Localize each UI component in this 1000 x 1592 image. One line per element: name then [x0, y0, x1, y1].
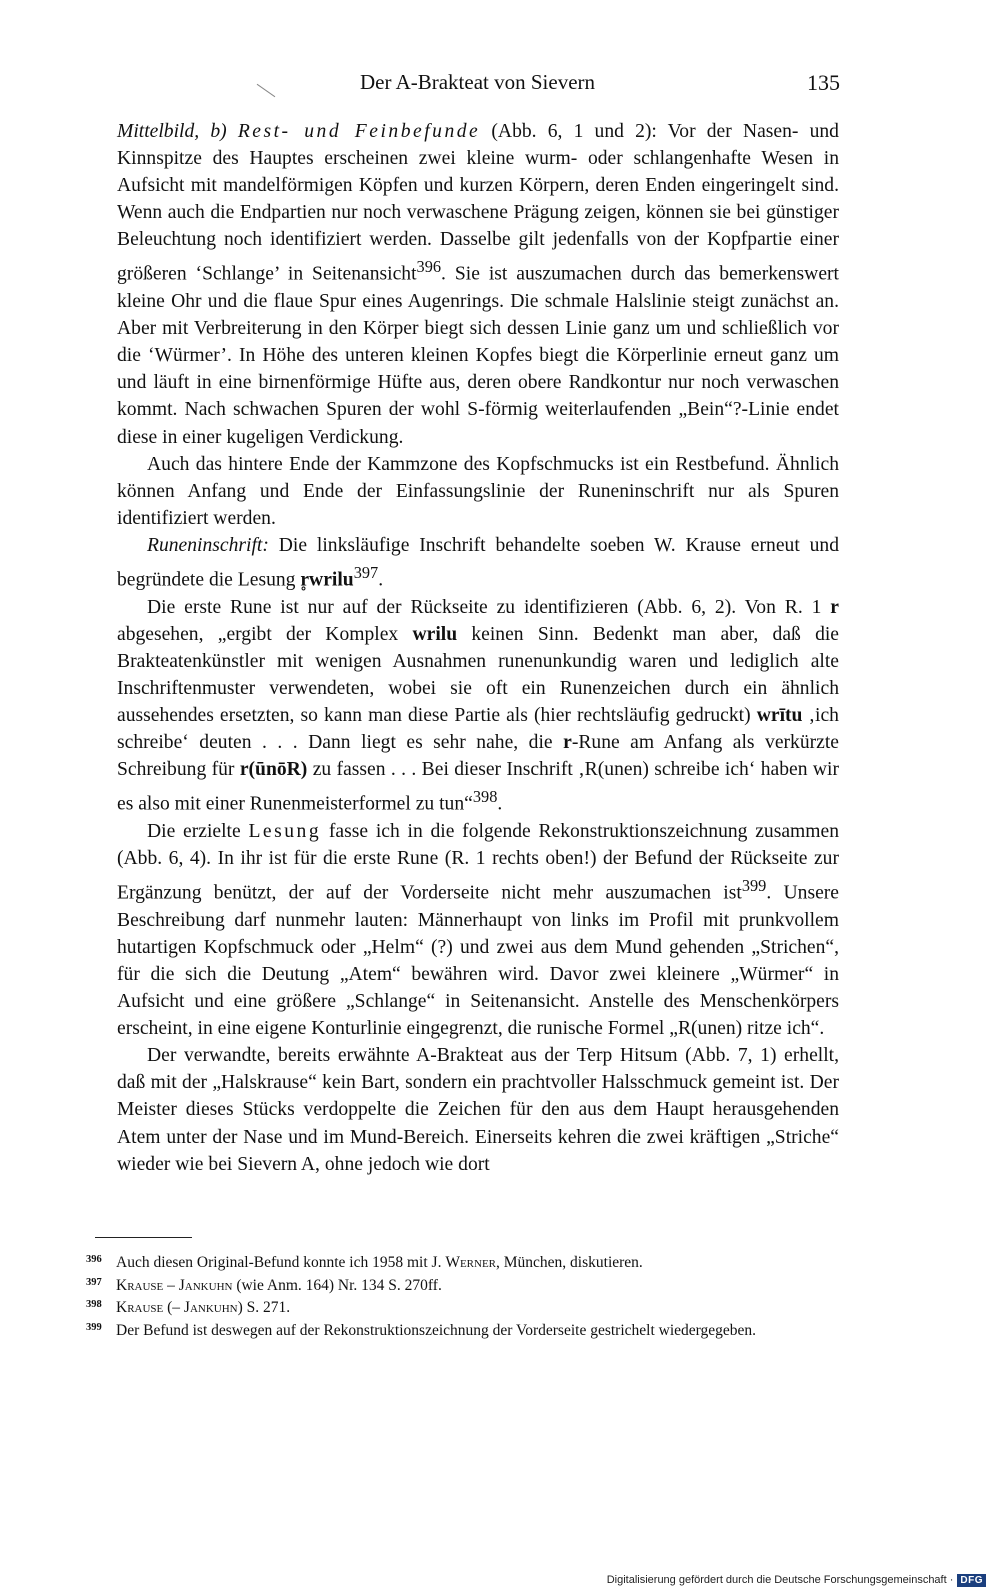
running-header	[320, 70, 840, 100]
paragraph-erste-rune	[117, 594, 839, 818]
author-name: Werner	[445, 1254, 497, 1271]
footnote-number: 397	[86, 1276, 102, 1288]
footnote-text: S. 271.	[242, 1299, 291, 1317]
footnote-number: 398	[86, 1299, 102, 1311]
footnote-ref-397[interactable]: 397	[353, 563, 379, 583]
running-title: Der A-Brakteat von Sievern	[360, 70, 596, 94]
footnotes	[86, 1252, 842, 1342]
paragraph-text: Die erste Rune ist nur auf der Rückseite zu identifizieren (Abb. 6, 2). Von R. 1	[147, 596, 831, 618]
spaced-term: Lesung	[248, 820, 322, 842]
rune-transliteration: r(ūnōR)	[239, 759, 308, 781]
body-text	[117, 118, 839, 1178]
footnote-398	[86, 1297, 842, 1320]
paragraph-text: fasse ich in die folgende Rekonstruktionszeichnung zusammen (Abb. 6, 4). In ihr ist für die erste Rune (R. 1 rechts oben!) der Befund der Rückseite zur Ergänzung benützt, der auf der Vorderseite nicht mehr auszumachen ist	[117, 820, 840, 904]
footnote-text: Auch diesen Original-Befund konnte ich 1958 mit J.	[116, 1254, 446, 1271]
page-number: 135	[807, 70, 840, 95]
footnote-399	[86, 1320, 842, 1343]
footnote-ref-398[interactable]: 398	[472, 787, 498, 807]
rune-transliteration: r	[563, 732, 572, 754]
paragraph-text: Die erzielte	[147, 820, 249, 842]
rune-transliteration: r	[830, 596, 839, 618]
paragraph-text: ‚ich schreibe‘ deuten . . . Dann liegt es sehr nahe, die	[117, 705, 839, 754]
funding-credit-text: Digitalisierung gefördert durch die Deutsche Forschungsgemeinschaft ·	[606, 1574, 954, 1586]
section-label: Mittelbild, b)	[117, 121, 238, 142]
section-label-spaced: Rest- und Feinbefunde	[237, 121, 481, 142]
funding-credit	[607, 1570, 986, 1590]
paragraph-rest-und-feinbefunde	[117, 118, 839, 451]
footnote-text: (wie Anm. 164) Nr. 134 S. 270ff.	[232, 1276, 442, 1294]
paragraph-kammzone: Auch das hintere Ende der Kammzone des Kopfschmucks ist ein Restbefund. Ähnlich können Anfang und Ende der Einfassungslinie der Runeninschrift nur als Spuren identifiziert werden.	[117, 453, 839, 529]
dfg-logo[interactable]: DFG	[957, 1574, 986, 1587]
paragraph-text: Die linksläufige Inschrift behandelte soeben W. Krause erneut und begründete die Lesung	[117, 534, 839, 591]
paragraph-text: abgesehen, „ergibt der Komplex	[117, 623, 413, 645]
paragraph-text: . Sie ist auszumachen durch das bemerkenswert kleine Ohr und die flaue Spur eines Augenrings. Die schmale Halslinie steigt zunächst an. Aber mit Verbreiterung in den Körper biegt sich dessen Linie ganz um und schließlich vor die ‘Würmer’. In Höhe des unteren kleinen Kopfes biegt die Körperlinie erneut ganz um und läuft in eine birnenförmige Hüfte aus, deren obere Randkontur nur noch verwaschen kommt. Nach schwachen Spuren der wohl S-förmig weiterlaufenden „Bein“?-Linie endet diese in einer kugeligen Verdickung.	[117, 264, 839, 448]
paragraph-text: zu fassen . . . Bei dieser Inschrift ‚R(unen) schreibe ich‘ haben wir es also mit einer Runenmeisterformel zu tun“	[117, 759, 839, 815]
rune-transliteration: wrilu	[412, 623, 458, 645]
paragraph-text: (Abb. 6, 1 und 2): Vor der Nasen- und Kinnspitze des Hauptes erscheinen zwei kleine wurm- oder schlangenhafte Wesen in Aufsicht mit mandelförmigen Köpfen und kurzen Körpern, deren Enden eingeringelt sind. Wenn auch die Endpartien nur noch verwaschene Prägung zeigen, können sie bei günstiger Beleuchtung noch identifiziert werden. Dasselbe gilt jedenfalls von der Kopfpartie einer größeren ‘Schlange’ in Seitenansicht	[117, 121, 839, 285]
footnote-rule	[95, 1237, 192, 1238]
paragraph-text: .	[497, 793, 503, 815]
footnote-397	[86, 1275, 842, 1298]
paragraph-text: . Unsere Beschreibung darf nunmehr lauten: Männerhaupt von links im Profil mit prunkvollem hutartigen Kopfschmuck oder „Helm“ (?) und zwei aus dem Mund gehenden „Strichen“, für die sich die Deutung „Atem“ bewähren wird. Davor zwei kleinere „Würmer“ in Aufsicht und eine größere „Schlange“ in Seitenansicht. Anstelle des Menschenkörpers erscheint, in eine eigene Konturlinie eingegrenzt, die runische Formel „R(unen) ritze ich“.	[117, 882, 839, 1040]
paragraph-text: .	[378, 569, 384, 591]
footnote-number: 399	[86, 1321, 102, 1333]
paragraph-hitsum: Der verwandte, bereits erwähnte A-Brakteat aus der Terp Hitsum (Abb. 7, 1) erhellt, daß mit der „Halskrause“ kein Bart, sondern ein prachtvoller Halsschmuck gemeint ist. Der Meister dieses Stücks verdoppelte die Zeichen für den aus dem Haupt herausgehenden Atem unter der Nase und im Mund-Bereich. Einerseits kehren die zwei kräftigen „Striche“ wieder wie bei Sievern A, ohne jedoch wie dort	[117, 1045, 839, 1175]
rune-transliteration: r̥wrilu	[300, 569, 354, 591]
footnote-396	[86, 1252, 842, 1275]
footnote-number: 396	[86, 1254, 102, 1265]
author-name: Krause – Jankuhn	[116, 1276, 233, 1294]
paragraph-runeninschrift	[117, 532, 839, 594]
rune-transliteration: wrītu	[756, 705, 803, 727]
paragraph-text: keinen Sinn. Bedenkt man aber, daß die Brakteatenkünstler mit wenigen Ausnahmen runenunkundig waren und lediglich alte Inschriftenmuster verwendeten, wobei sie oft ein Runenzeichen durch ein ähnlich aussehendes ersetzten, so kann man diese Partie als (hier rechtsläufig gedruckt)	[117, 623, 840, 727]
paragraph-lesung	[117, 818, 839, 1042]
footnote-ref-396[interactable]: 396	[416, 257, 442, 277]
footnote-text: , München, diskutieren.	[496, 1254, 643, 1271]
footnote-text: Der Befund ist deswegen auf der Rekonstruktionszeichnung der Vorderseite gestrichelt wiedergegeben.	[116, 1321, 757, 1339]
paragraph-text: -Rune am Anfang als verkürzte Schreibung für	[117, 732, 839, 781]
scan-mark	[257, 84, 276, 97]
author-name: Krause (– Jankuhn)	[116, 1299, 243, 1317]
section-label: Runeninschrift:	[147, 534, 269, 556]
footnote-ref-399[interactable]: 399	[741, 876, 767, 896]
